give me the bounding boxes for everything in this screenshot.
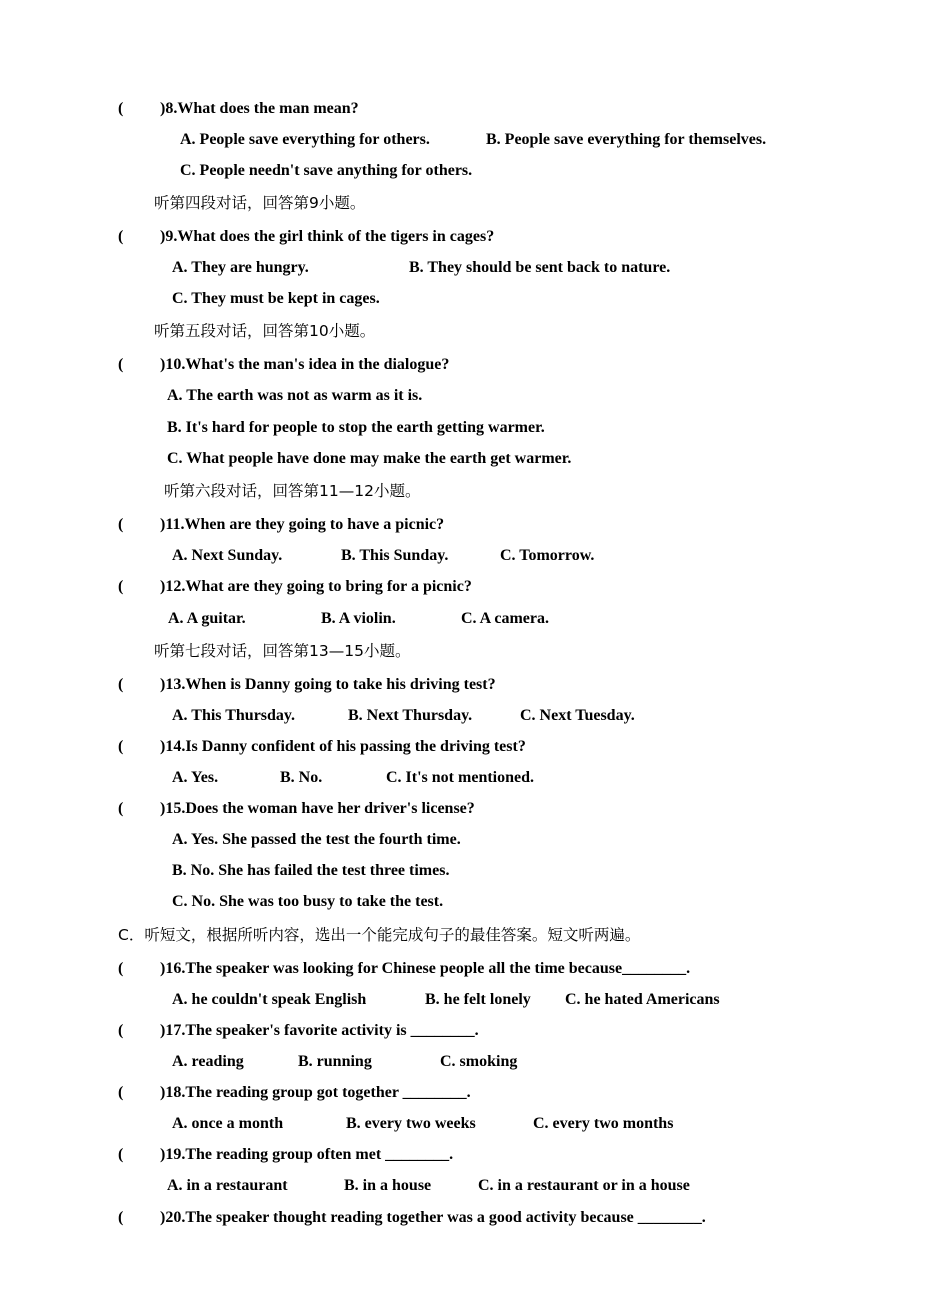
q9-option-a: A. They are hungry. bbox=[172, 259, 309, 276]
q14-option-c: C. It's not mentioned. bbox=[386, 769, 535, 786]
q19-question: )19.The reading group often met ________. bbox=[160, 1146, 454, 1163]
q19-paren: ( bbox=[118, 1146, 124, 1163]
q10-option-b: B. It's hard for people to stop the earth getting warmer. bbox=[167, 419, 545, 436]
q18-question: )18.The reading group got together ________. bbox=[160, 1084, 471, 1101]
q18-option-c: C. every two months bbox=[533, 1115, 674, 1132]
q12-option-b: B. A violin. bbox=[321, 610, 396, 627]
section-6-instruction: 听第六段对话，回答第11—12小题。 bbox=[164, 482, 421, 500]
q16-option-c: C. he hated Americans bbox=[565, 991, 720, 1008]
q12-option-c: C. A camera. bbox=[461, 610, 549, 627]
q12-paren: ( bbox=[118, 578, 124, 595]
q11-paren: ( bbox=[118, 516, 124, 533]
q17-option-a: A. reading bbox=[172, 1053, 244, 1070]
q19-option-a: A. in a restaurant bbox=[167, 1177, 288, 1194]
q9-paren: ( bbox=[118, 228, 124, 245]
q15-option-b: B. No. She has failed the test three times. bbox=[172, 862, 450, 879]
q12-option-a: A. A guitar. bbox=[168, 610, 246, 627]
q18-option-b: B. every two weeks bbox=[346, 1115, 476, 1132]
section-4-instruction: 听第四段对话，回答第9小题。 bbox=[154, 194, 366, 212]
q12-question: )12.What are they going to bring for a picnic? bbox=[160, 578, 472, 595]
q17-paren: ( bbox=[118, 1022, 124, 1039]
q16-option-a: A. he couldn't speak English bbox=[172, 991, 367, 1008]
q10-option-c: C. What people have done may make the earth get warmer. bbox=[167, 450, 572, 467]
q8-option-a: A. People save everything for others. bbox=[180, 131, 430, 148]
q8-paren: ( bbox=[118, 100, 124, 117]
q14-question: )14.Is Danny confident of his passing the driving test? bbox=[160, 738, 526, 755]
section-c-instruction: C．听短文，根据所听内容，选出一个能完成句子的最佳答案。短文听两遍。 bbox=[118, 926, 641, 944]
q16-option-b: B. he felt lonely bbox=[425, 991, 531, 1008]
q10-option-a: A. The earth was not as warm as it is. bbox=[167, 387, 423, 404]
q17-option-b: B. running bbox=[298, 1053, 372, 1070]
q20-question: )20.The speaker thought reading together was a good activity because ________. bbox=[160, 1209, 706, 1226]
q10-question: )10.What's the man's idea in the dialogue? bbox=[160, 356, 450, 373]
q15-paren: ( bbox=[118, 800, 124, 817]
q8-question: )8.What does the man mean? bbox=[160, 100, 359, 117]
q17-question: )17.The speaker's favorite activity is ________. bbox=[160, 1022, 479, 1039]
q16-question: )16.The speaker was looking for Chinese people all the time because________. bbox=[160, 960, 691, 977]
section-5-instruction: 听第五段对话，回答第10小题。 bbox=[154, 322, 376, 340]
q10-paren: ( bbox=[118, 356, 124, 373]
q11-option-b: B. This Sunday. bbox=[341, 547, 449, 564]
q19-option-b: B. in a house bbox=[344, 1177, 432, 1194]
q13-paren: ( bbox=[118, 676, 124, 693]
q14-option-a: A. Yes. bbox=[172, 769, 219, 786]
q11-option-c: C. Tomorrow. bbox=[500, 547, 595, 564]
q9-option-c: C. They must be kept in cages. bbox=[172, 290, 380, 307]
q13-option-b: B. Next Thursday. bbox=[348, 707, 473, 724]
q9-question: )9.What does the girl think of the tigers in cages? bbox=[160, 228, 495, 245]
q15-question: )15.Does the woman have her driver's license? bbox=[160, 800, 475, 817]
q14-paren: ( bbox=[118, 738, 124, 755]
q8-option-c: C. People needn't save anything for others. bbox=[180, 162, 473, 179]
q14-option-b: B. No. bbox=[280, 769, 323, 786]
q13-question: )13.When is Danny going to take his driving test? bbox=[160, 676, 496, 693]
q20-paren: ( bbox=[118, 1209, 124, 1226]
q15-option-c: C. No. She was too busy to take the test. bbox=[172, 893, 444, 910]
q13-option-c: C. Next Tuesday. bbox=[520, 707, 635, 724]
q11-question: )11.When are they going to have a picnic? bbox=[160, 516, 445, 533]
q18-option-a: A. once a month bbox=[172, 1115, 284, 1132]
q15-option-a: A. Yes. She passed the test the fourth time. bbox=[172, 831, 461, 848]
q18-paren: ( bbox=[118, 1084, 124, 1101]
section-7-instruction: 听第七段对话，回答第13—15小题。 bbox=[154, 642, 411, 660]
q19-option-c: C. in a restaurant or in a house bbox=[478, 1177, 690, 1194]
q9-option-b: B. They should be sent back to nature. bbox=[409, 259, 671, 276]
q13-option-a: A. This Thursday. bbox=[172, 707, 296, 724]
q8-option-b: B. People save everything for themselves. bbox=[486, 131, 767, 148]
q11-option-a: A. Next Sunday. bbox=[172, 547, 283, 564]
q16-paren: ( bbox=[118, 960, 124, 977]
q17-option-c: C. smoking bbox=[440, 1053, 518, 1070]
